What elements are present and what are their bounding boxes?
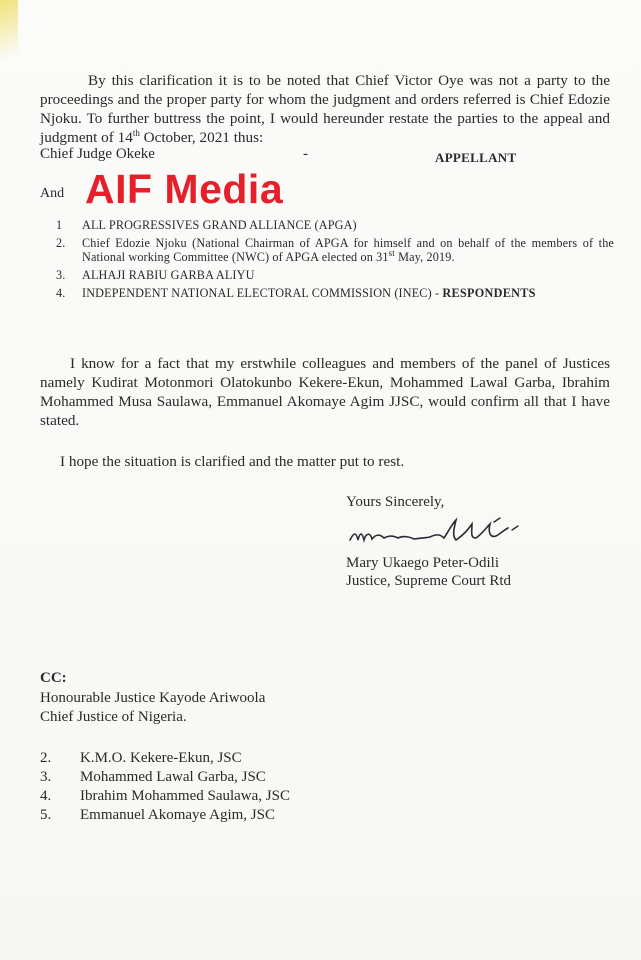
and-label: And [40,186,65,201]
cc-recipient-name: Honourable Justice Kayode Ariwoola [40,690,266,706]
list-item: 5. Emmanuel Akomaye Agim, JSC [40,807,275,823]
cc-heading: CC: [40,670,67,686]
signer-title: Justice, Supreme Court Rtd [346,573,511,589]
signature-icon [344,514,574,554]
paragraph-clarification: By this clarification it is to be noted that Chief Victor Oye was not a party to the proceedings and the proper party for whom the judgment and orders referred is Chief Edozie Njoku. To further buttress the point, I would hereunder restate the parties to the appeal and judgment of 14th October, 2021 thus: [40,72,610,147]
list-item: 3. Mohammed Lawal Garba, JSC [40,769,266,785]
respondents-label: RESPONDENTS [442,286,536,300]
paragraph-colleagues: I know for a fact that my erstwhile colleagues and members of the panel of Justices namely Kudirat Motonmori Olatokunbo Kekere-Ekun, Mohammed Lawal Garba, Ibrahim Mohammed Musa Saulawa, Emmanuel Akomaye Agim JJSC, would confirm all that I have stated. [40,355,610,430]
list-item: 1 ALL PROGRESSIVES GRAND ALLIANCE (APGA) [56,218,357,232]
appellant-line [40,146,610,166]
paragraph-conclusion: I hope the situation is clarified and the matter put to rest. [60,453,405,471]
respondents-list [56,218,614,304]
appellant-label: APPELLANT [435,150,517,165]
cc-list [40,749,440,825]
list-item: 4. Ibrahim Mohammed Saulawa, JSC [40,788,290,804]
list-item: 2. K.M.O. Kekere-Ekun, JSC [40,750,242,766]
list-item: 3. ALHAJI RABIU GARBA ALIYU [56,268,255,282]
signer-name: Mary Ukaego Peter-Odili [346,555,499,571]
watermark-logo: AIF Media [85,166,284,212]
list-item: 4. INDEPENDENT NATIONAL ELECTORAL COMMISSION (INEC) - RESPONDENTS [56,286,536,300]
list-item: 2. Chief Edozie Njoku (National Chairman of APGA for himself and on behalf of the members of the National working Committee (NWC) of APGA elected on 31st May, 2019. [56,236,614,264]
corner-highlight [0,0,18,70]
appellant-dash: - [303,146,308,162]
closing-salutation: Yours Sincerely, [346,494,445,510]
appellant-name: Chief Judge Okeke [40,146,155,162]
cc-recipient-title: Chief Justice of Nigeria. [40,709,187,725]
